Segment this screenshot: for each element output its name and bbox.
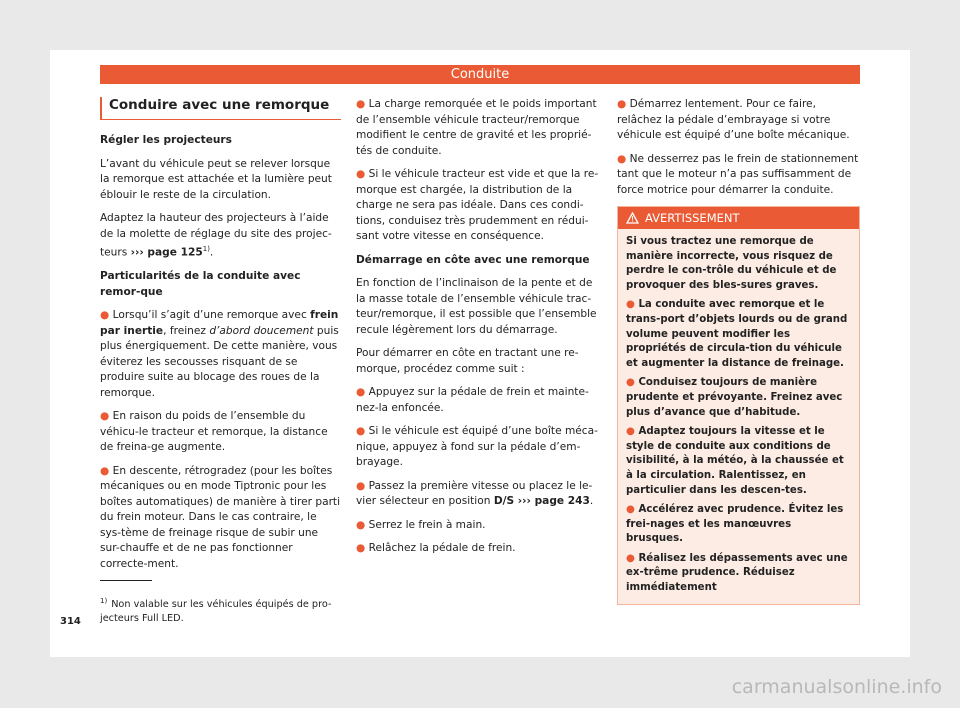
paragraph-adjust: Adaptez la hauteur des projecteurs à l’aide de la molette de réglage du site des projec-teurs ››› page 125$^{1)}$. xyxy=(100,212,332,259)
bullet-icon: ● xyxy=(626,377,639,389)
bullet-icon: ● xyxy=(626,426,639,438)
chapter-header: Conduite xyxy=(100,65,860,84)
warning-item: ● Accélérez avec prudence. Évitez les frei-nages et les manœuvres brusques. xyxy=(626,504,844,545)
paragraph: En fonction de l’inclinaison de la pente et de la masse totale de l’ensemble véhicule trac-teur/remorque, il est possible que l’ensemble recule légèrement lors du démarrage. xyxy=(356,277,597,336)
column-middle xyxy=(356,97,599,565)
warning-header xyxy=(618,207,859,229)
bullet-icon: ● xyxy=(626,552,639,564)
bullet-icon: ● xyxy=(617,98,630,110)
bullet-item: ● En descente, rétrogradez (pour les boîtes mécaniques ou en mode Tiptronic pour les boîtes automatiques) de manière à tirer parti du frein moteur. Dans le cas contraire, le sys-tème de freinage risque de subir une sur-chauffe et de ne pas fonctionner correcte-ment. xyxy=(100,464,341,570)
subheading-hill-start: Démarrage en côte avec une remorque xyxy=(356,253,590,266)
bullet-icon: ● xyxy=(356,542,369,554)
bullet-icon: ● xyxy=(356,425,369,437)
bullet-icon: ● xyxy=(100,410,113,423)
bullet-icon: ● xyxy=(356,518,369,531)
subheading-headlights: Régler les projecteurs xyxy=(100,134,232,146)
paragraph: L’avant du véhicule peut se relever lorsque la remorque est attachée et la lumière peut éblouir le reste de la circulation. xyxy=(100,157,332,201)
footnote-divider xyxy=(100,580,152,581)
paragraph: Pour démarrer en côte en tractant une re-morque, procédez comme suit : xyxy=(356,347,579,375)
watermark: carmanualsonline.info xyxy=(731,676,942,698)
subheading-driving: Particularités de la conduite avec remor-que xyxy=(100,270,301,298)
page-number: 314 xyxy=(60,616,81,627)
warning-item: ● Réalisez les dépassements avec une ex-trême prudence. Réduisez immédiatement xyxy=(626,552,848,594)
column-right xyxy=(617,97,860,605)
page-link[interactable]: ››› page 243 xyxy=(514,495,590,507)
bullet-icon: ● xyxy=(356,479,369,492)
page-link[interactable]: ››› page 125 xyxy=(130,246,203,259)
bullet-item: ● Lorsqu’il s’agit d’une remorque avec frein par inertie, freinez d’abord doucement puis plus énergiquement. De cette manière, vous éviterez les secousses risquant de se produire suite au blocage des roues de la remorque. xyxy=(100,309,339,399)
bullet-icon: ● xyxy=(100,309,113,322)
warning-item: ● La conduite avec remorque et le trans-port d’objets lourds ou de grand volume peuvent modifier les propriétés de circula-tion du véhicule et augmenter la distance de freinage. xyxy=(626,299,848,369)
warning-item: ● Conduisez toujours de manière prudente et prévoyante. Freinez avec plus d’avance que d’habitude. xyxy=(626,377,843,418)
bullet-item: ● Si le véhicule tracteur est vide et que la re-morque est chargée, la distribution de la charge ne sera pas idéale. Dans ces condi-tions, conduisez très prudemment en rédui-sant votre vitesse en conséquence. xyxy=(356,168,599,242)
bullet-item: ● En raison du poids de l’ensemble du véhicu-le tracteur et remorque, la distance de freina-ge augmente. xyxy=(100,410,328,454)
warning-intro: Si vous tractez une remorque de manière incorrecte, vous risquez de perdre le con-trôle du véhicule et de provoquer des bles-sures graves. xyxy=(626,236,837,291)
step-item: ● Appuyez sur la pédale de frein et mainte-nez-la enfoncée. xyxy=(356,386,589,414)
warning-body xyxy=(618,229,859,604)
bullet-icon: ● xyxy=(100,464,113,477)
warning-triangle-icon xyxy=(626,212,639,224)
step-item: ● Démarrez lentement. Pour ce faire, relâchez la pédale d’embrayage si votre véhicule est équipé d’une boîte mécanique. xyxy=(617,98,850,141)
bullet-icon: ● xyxy=(356,386,369,398)
warning-title: AVERTISSEMENT xyxy=(645,211,740,225)
step-item: ● Ne desserrez pas le frein de stationnement tant que le moteur n’a pas suffisamment de force motrice pour démarrer la conduite. xyxy=(617,152,859,196)
step-item: ● Si le véhicule est équipé d’une boîte méca-nique, appuyez à fond sur la pédale d’em-brayage. xyxy=(356,425,598,468)
bullet-item: ● La charge remorquée et le poids important de l’ensemble véhicule tracteur/remorque modifient le centre de gravité et les proprié-tés de conduite. xyxy=(356,98,597,157)
warning-item: ● Adaptez toujours la vitesse et le style de conduite aux conditions de visibilité, à la météo, à la chaussée et à la circulation. Ralentissez, en particulier dans les descen-tes. xyxy=(626,426,844,496)
step-item: ● Passez la première vitesse ou placez le le-vier sélecteur en position D/S ››› page 243. xyxy=(356,479,594,507)
section-title: Conduire avec une remorque xyxy=(100,97,341,120)
bullet-icon: ● xyxy=(626,504,639,516)
bullet-icon: ● xyxy=(626,299,639,311)
warning-box xyxy=(617,206,860,605)
step-item: ● Relâchez la pédale de frein. xyxy=(356,542,516,554)
footnote: $^{1)}$ Non valable sur les véhicules équipés de pro-jecteurs Full LED. xyxy=(100,597,332,624)
bullet-icon: ● xyxy=(356,168,369,180)
bullet-icon: ● xyxy=(617,152,630,165)
step-item: ● Serrez le frein à main. xyxy=(356,518,486,531)
column-left xyxy=(100,97,341,580)
manual-page xyxy=(50,50,910,657)
bullet-icon: ● xyxy=(356,98,369,110)
